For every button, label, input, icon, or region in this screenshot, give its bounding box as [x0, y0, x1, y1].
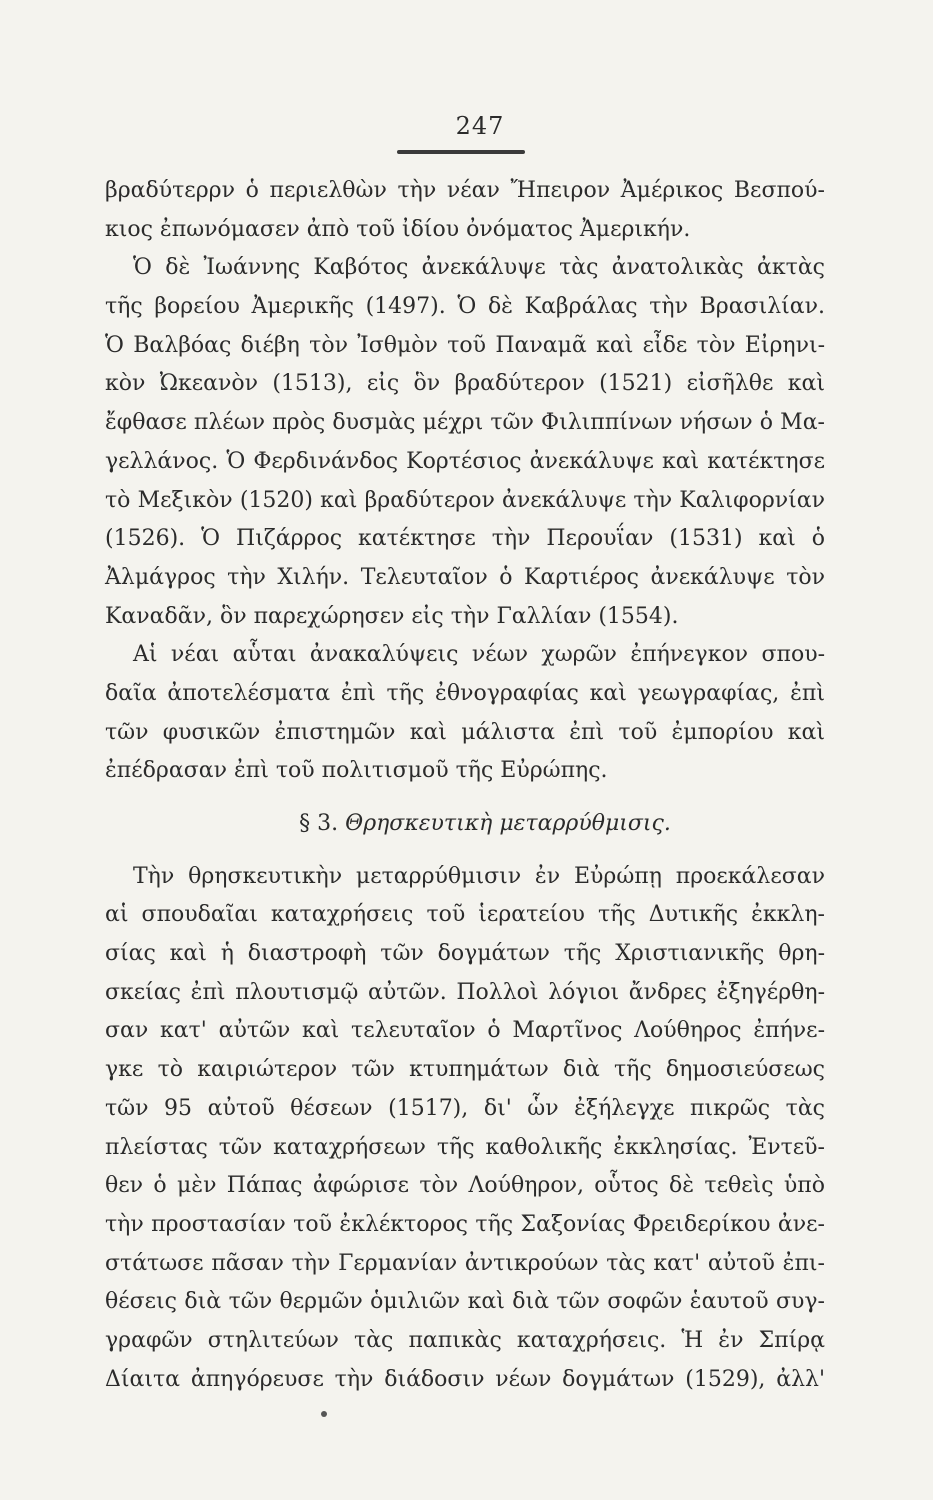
text-line: τὸ Μεξικὸν (1520) καὶ βραδύτερον ἀνεκάλυψε τὴν Καλιφορνίαν	[105, 487, 825, 513]
body-text	[105, 172, 825, 1399]
section-number: § 3.	[299, 811, 339, 836]
text-line: (1526). Ὁ Πιζάρρος κατέκτησε τὴν Περουΐαν (1531) καὶ ὁ	[105, 526, 825, 552]
text-line: Ἀλμάγρος τὴν Χιλήν. Τελευταῖον ὁ Καρτιέρος ἀνεκάλυψε τὸν	[105, 564, 825, 590]
text-line: τὴν προστασίαν τοῦ ἐκλέκτορος τῆς Σαξονίας Φρειδερίκου ἀνε-	[105, 1211, 825, 1237]
section-title: Θρησκευτικὴ μεταρρύθμισις.	[345, 811, 671, 836]
paragraph-2	[105, 636, 825, 791]
text-line: γραφῶν στηλιτεύων τὰς παπικὰς καταχρήσεις. Ἡ ἐν Σπίρᾳ	[105, 1327, 825, 1353]
text-line: Καναδᾶν, ὃν παρεχώρησεν εἰς τὴν Γαλλίαν (1554).	[105, 603, 679, 629]
text-line: δαῖα ἀποτελέσματα ἐπὶ τῆς ἐθνογραφίας καὶ γεωγραφίας, ἐπὶ	[105, 680, 825, 706]
text-line: σίας καὶ ἡ διαστροφὴ τῶν δογμάτων τῆς Χριστιανικῆς θρη-	[105, 941, 825, 967]
text-line: ἔφθασε πλέων πρὸς δυσμὰς μέχρι τῶν Φιλιππίνων νήσων ὁ Μα-	[105, 410, 825, 436]
text-line: αἱ σπουδαῖαι καταχρήσεις τοῦ ἱερατείου τῆς Δυτικῆς ἐκκλη-	[105, 902, 825, 928]
text-line: τῆς βορείου Ἀμερικῆς (1497). Ὁ δὲ Καβράλας τὴν Βρασιλίαν.	[105, 294, 825, 320]
text-line: Ὁ Βαλβόας διέβη τὸν Ἰσθμὸν τοῦ Παναμᾶ καὶ εἶδε τὸν Εἰρηνι-	[105, 332, 825, 358]
text-line: γκε τὸ καιριώτερον τῶν κτυπημάτων διὰ τῆς δημοσιεύσεως	[105, 1057, 825, 1083]
text-line: κιος ἐπωνόμασεν ἀπὸ τοῦ ἰδίου ὀνόματος Ἀμερικήν.	[105, 216, 691, 242]
header-rule	[397, 150, 525, 154]
text-line: στάτωσε πᾶσαν τὴν Γερμανίαν ἀντικρούων τὰς κατ' αὐτοῦ ἐπι-	[105, 1250, 825, 1276]
text-line: Αἱ νέαι αὗται ἀνακαλύψεις νέων χωρῶν ἐπήνεγκον σπου-	[133, 642, 825, 668]
text-line: Τὴν θρησκευτικὴν μεταρρύθμισιν ἐν Εὐρώπῃ προεκάλεσαν	[133, 863, 825, 889]
text-line: σαν κατ' αὐτῶν καὶ τελευταῖον ὁ Μαρτῖνος Λούθηρος ἐπήνε-	[105, 1018, 825, 1044]
paragraph-1	[105, 172, 825, 636]
page-number: 247	[455, 112, 505, 140]
text-line: Δίαιτα ἀπηγόρευσε τὴν διάδοσιν νέων δογμάτων (1529), ἀλλ'	[105, 1366, 825, 1392]
text-line: θέσεις διὰ τῶν θερμῶν ὁμιλιῶν καὶ διὰ τῶν σοφῶν ἑαυτοῦ συγ-	[105, 1289, 825, 1315]
ink-spot	[321, 1411, 327, 1417]
text-line: βραδύτερρν ὁ περιελθὼν τὴν νέαν Ἤπειρον Ἀμέρικος Βεσπού-	[105, 178, 825, 203]
text-line: σκείας ἐπὶ πλουτισμῷ αὐτῶν. Πολλοὶ λόγιοι ἄνδρες ἐξηγέρθη-	[105, 979, 825, 1005]
text-line: θεν ὁ μὲν Πάπας ἀφώρισε τὸν Λούθηρον, οὗτος δὲ τεθεὶς ὑπὸ	[105, 1173, 825, 1199]
paragraph-3	[105, 858, 825, 1400]
text-line: τῶν φυσικῶν ἐπιστημῶν καὶ μάλιστα ἐπὶ τοῦ ἐμπορίου καὶ	[105, 719, 825, 745]
section-heading	[105, 805, 825, 844]
text-line: ἐπέδρασαν ἐπὶ τοῦ πολιτισμοῦ τῆς Εὐρώπης.	[105, 758, 608, 784]
text-line: Ὁ δὲ Ἰωάννης Καβότος ἀνεκάλυψε τὰς ἀνατολικὰς ἀκτὰς	[133, 255, 825, 281]
text-line: κὸν Ὠκεανὸν (1513), εἰς ὃν βραδύτερον (1521) εἰσῆλθε καὶ	[105, 371, 825, 397]
text-line: τῶν 95 αὐτοῦ θέσεων (1517), δι' ὧν ἐξήλεγχε πικρῶς τὰς	[105, 1095, 825, 1121]
text-line: γελλάνος. Ὁ Φερδινάνδος Κορτέσιος ἀνεκάλυψε καὶ κατέκτησε	[105, 448, 825, 474]
text-line: πλείστας τῶν καταχρήσεων τῆς καθολικῆς ἐκκλησίας. Ἐντεῦ-	[105, 1134, 825, 1160]
